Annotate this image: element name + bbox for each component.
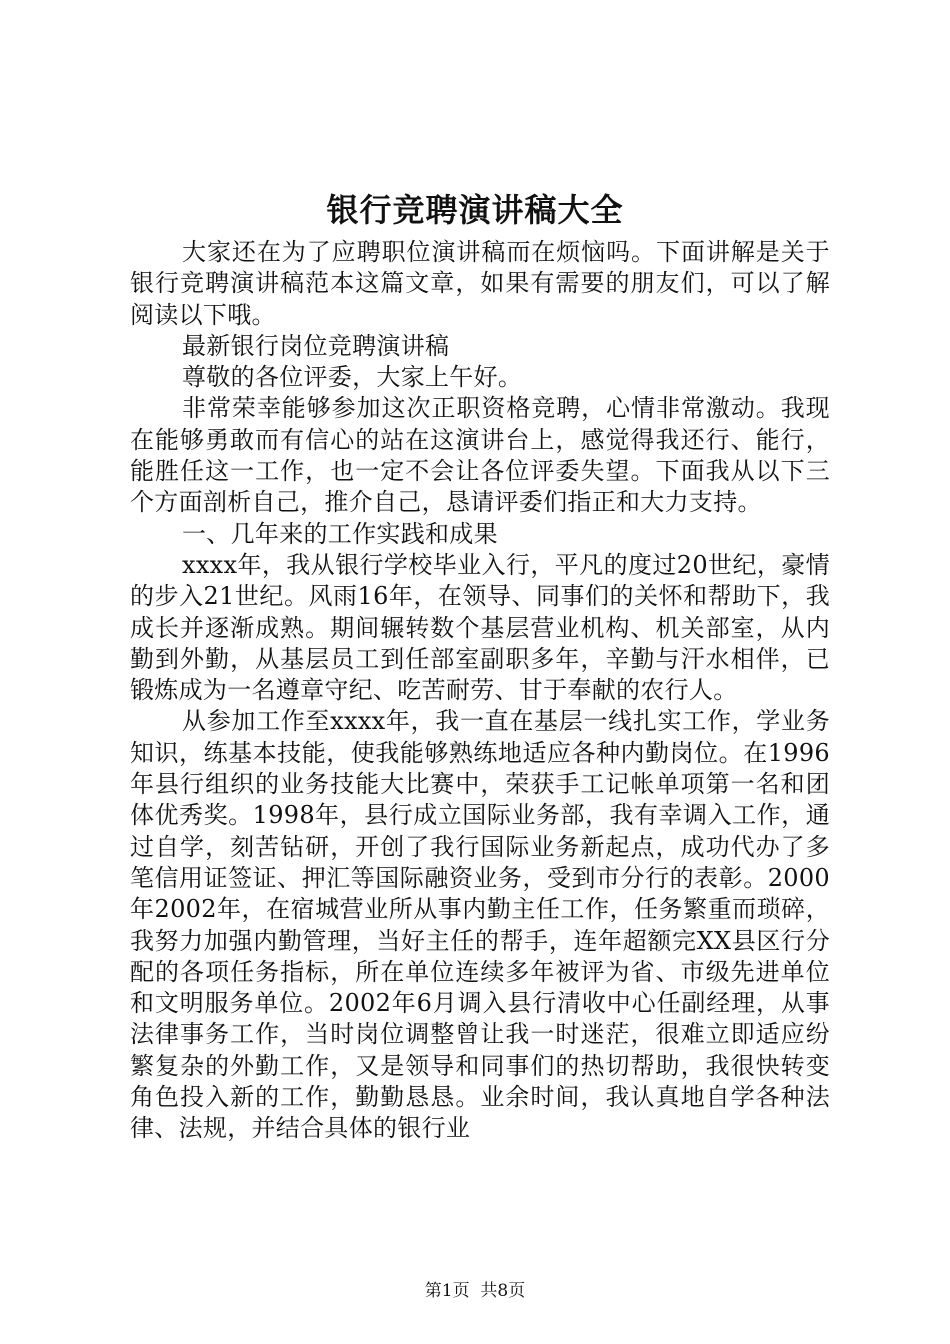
opening-paragraph: 非常荣幸能够参加这次正职资格竞聘，心情非常激动。我现在能够勇敢而有信心的站在这演讲台上，感觉得我还行、能行，能胜任这一工作，也一定不会让各位评委失望。下面我从以下三个方面剖析自己，推介自己，恳请评委们指正和大力支持。 [130,394,830,517]
greeting-paragraph: 尊敬的各位评委，大家上午好。 [182,363,523,392]
achievements-paragraph: 从参加工作至xxxx年，我一直在基层一线扎实工作，学业务知识，练基本技能，使我能够熟练地适应各种内勤岗位。在1996年县行组织的业务技能大比赛中，荣获手工记帐单项第一名和团体优秀奖。1998年，县行成立国际业务部，我有幸调入工作，通过自学，刻苦钻研，开创了我行国际业务新起点，成功代办了多笔信用证签证、押汇等国际融资业务，受到市分行的表彰。2000年2002年，在宿城营业所从事内勤主任工作，任务繁重而琐碎，我努力加强内勤管理，当好主任的帮手，连年超额完XX县区行分配的各项任务指标，所在单位连续多年被评为省、市级先进单位和文明服务单位。2002年6月调入县行清收中心任副经理，从事法律事务工作，当时岗位调整曾让我一时迷茫，很难立即适应纷繁复杂的外勤工作，又是领导和同事们的热切帮助，我很快转变角色投入新的工作，勤勤恳恳。业余时间，我认真地自学各种法律、法规，并结合具体的银行业 [130,707,830,1143]
page-number: 第1页 共8页 [424,1281,526,1301]
page-footer [0,1279,950,1303]
career-paragraph: xxxx年，我从银行学校毕业入行，平凡的度过20世纪，豪情的步入21世纪。风雨16年，在领导、同事们的关怀和帮助下，我成长并逐渐成熟。期间辗转数个基层营业机构、机关部室，从内勤到外勤，从基层员工到任部室副职多年，辛勤与汗水相伴，已锻炼成为一名遵章守纪、吃苦耐劳、甘于奉献的农行人。 [130,550,830,705]
speech-heading: 最新银行岗位竞聘演讲稿 [182,331,450,360]
intro-paragraph: 大家还在为了应聘职位演讲稿而在烦恼吗。下面讲解是关于银行竞聘演讲稿范本这篇文章，如果有需要的朋友们，可以了解阅读以下哦。 [130,238,830,329]
document-body [130,237,830,1145]
document-title: 银行竞聘演讲稿大全 [326,191,624,229]
section-heading-1: 一、几年来的工作实践和成果 [182,519,498,548]
